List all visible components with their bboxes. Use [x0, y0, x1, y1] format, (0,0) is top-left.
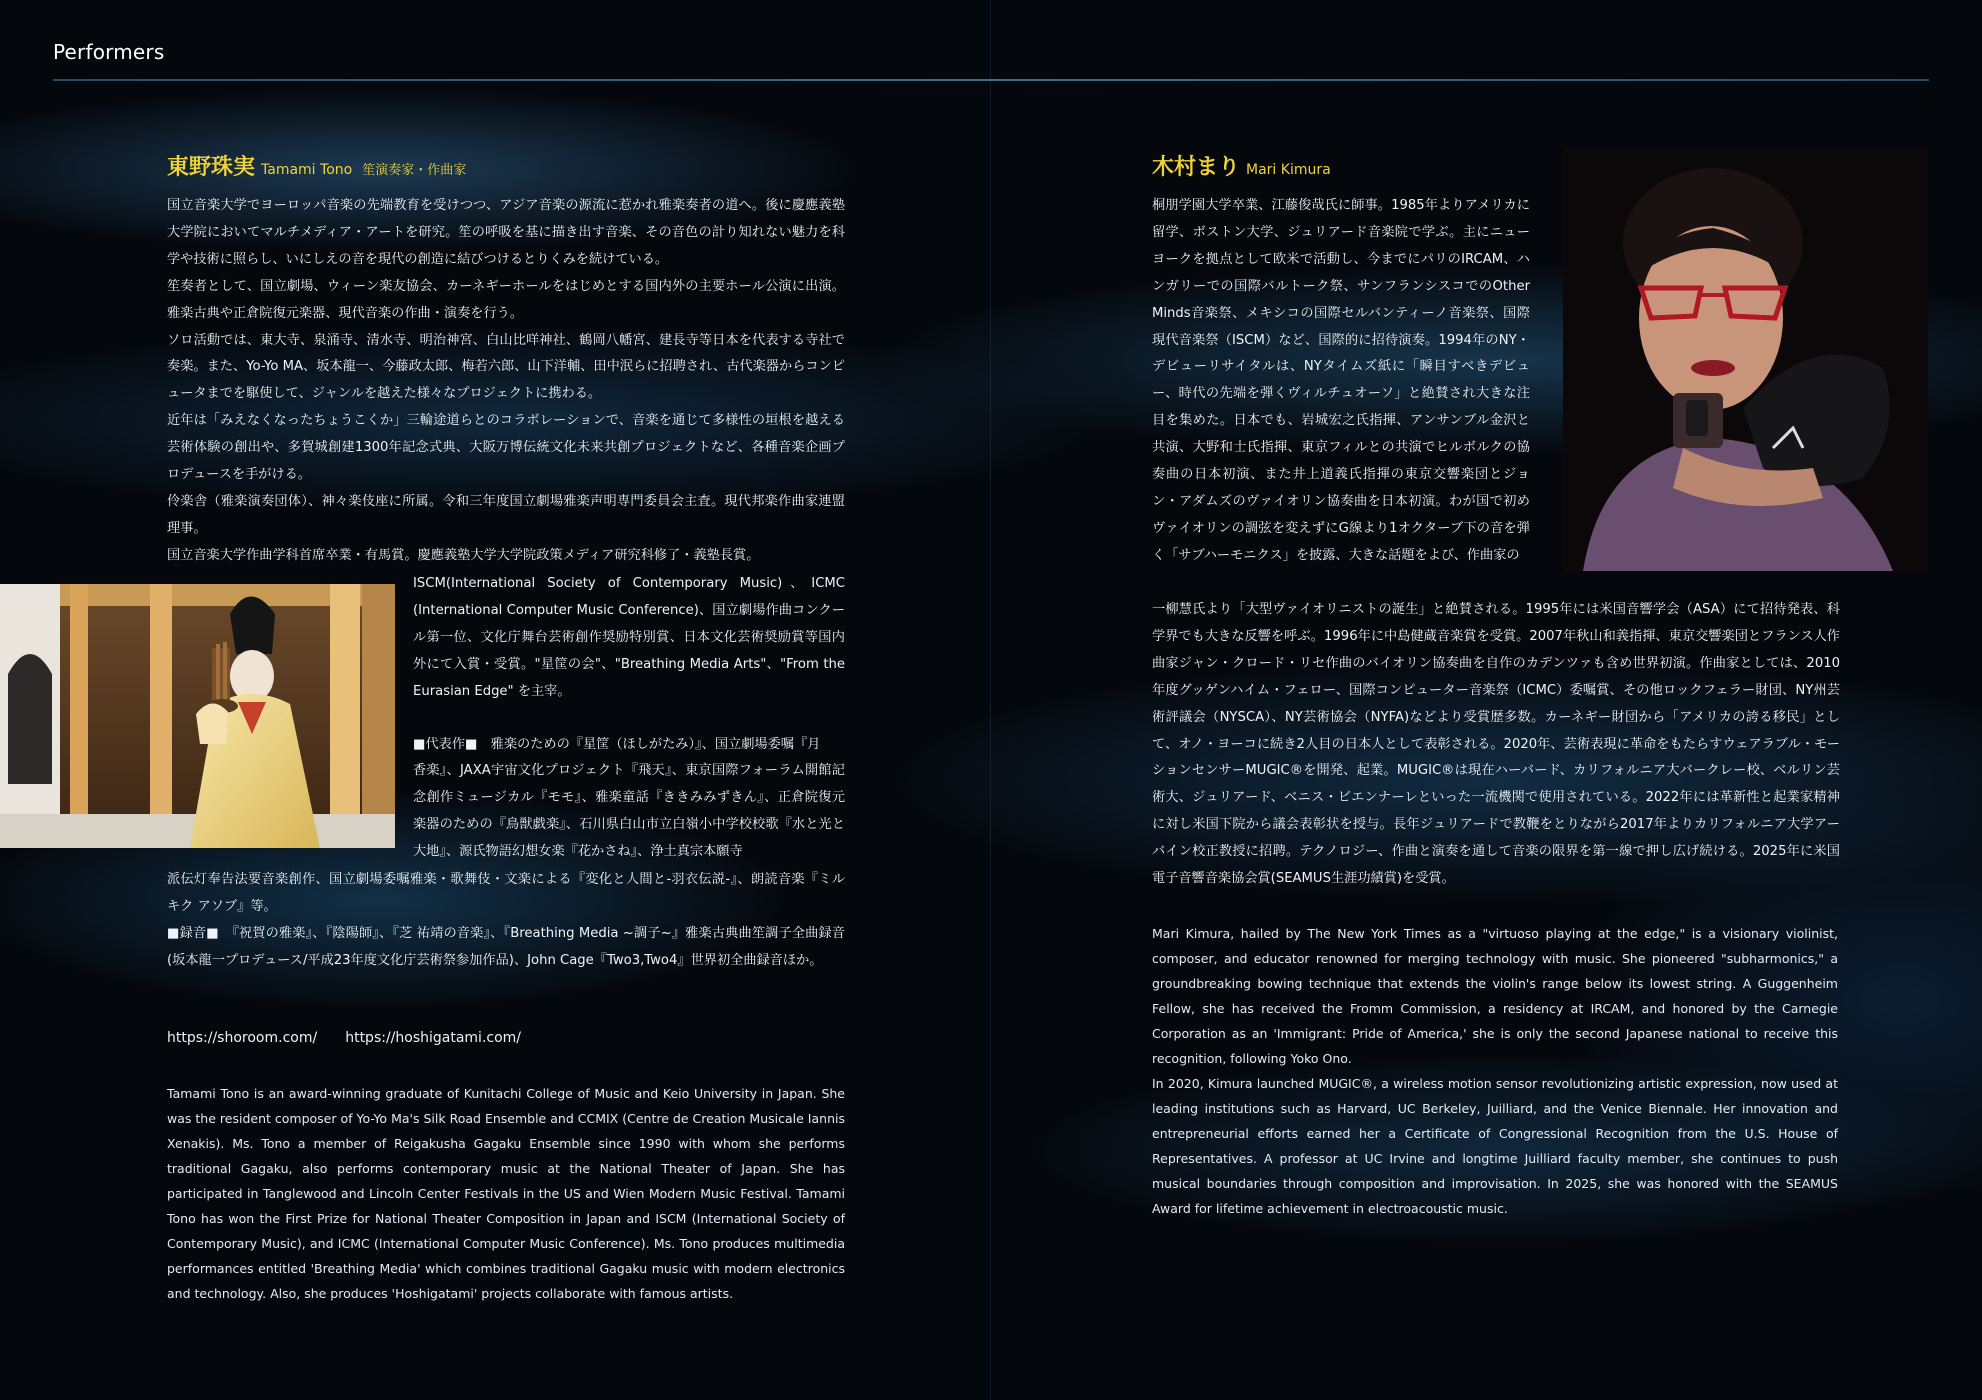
links-row	[167, 1030, 521, 1046]
performer-name-ja: 東野珠実	[167, 155, 256, 180]
bio-ja-kimura-full	[1152, 597, 1840, 893]
page-spine	[990, 0, 991, 1400]
performer-name-en: Mari Kimura	[1246, 162, 1331, 178]
bio-ja-paragraph: 桐朋学園大学卒業、江藤俊哉氏に師事。1985年よりアメリカに留学、ボストン大学、ジュリアード音楽院で学ぶ。主にニューヨークを拠点として欧米で活動し、今までにパリのIRCAM、ハンガリーでの国際バルトーク祭、サンフランシスコでのOther Minds音楽祭、メキシコの国際セルバンティーノ音楽祭、国際現代音楽祭（ISCM）など、国際的に招待演奏。1994年のNY・デビューリサイタルは、NYタイムズ紙に「瞬目すべきデビュー、時代の先端を弾くヴィルチュオーソ」と絶賛され大きな注目を集めた。日本でも、岩城宏之氏指揮、アンサンブル金沢と共演、大野和士氏指揮、東京フィルとの共演でヒルボルクの協奏曲の日本初演、また井上道義氏指揮の東京交響楽団とジョン・アダムズのヴァイオリン協奏曲を日本初演。わが国で初めヴァイオリンの調弦を変えずにG線より1オクターブ下の音を弾く「サブハーモニクス」を披露、大きな話題をよび、作曲家の	[1152, 198, 1530, 563]
performer-name-row-kimura	[1152, 150, 1331, 181]
performer-name-ja: 木村まり	[1152, 155, 1241, 180]
performer-name-row-tono	[167, 150, 466, 181]
bio-en-kimura	[1152, 921, 1838, 1221]
works-continued: 派伝灯奉告法要音楽創作、国立劇場委嘱雅楽・歌舞伎・文楽による『変化と人間と-羽衣伝説-』、朗読音楽『ミル キク アソブ』等。	[167, 872, 845, 914]
spacer	[413, 706, 845, 732]
photo-mari-kimura	[1563, 148, 1928, 571]
portrait-illustration	[1563, 148, 1928, 571]
bio-en-tono	[167, 1081, 845, 1306]
bio-ja-paragraph: 一柳慧氏より「大型ヴァイオリニストの誕生」と絶賛される。1995年には米国音響学会（ASA）にて招待発表、科学界でも大きな反響を呼ぶ。1996年に中島健蔵音楽賞を受賞。2007年秋山和義指揮、東京交響楽団とフランス人作曲家ジャン・クロード・リセ作曲のバイオリン協奏曲を自作のカデンツァも含め世界初演。作曲家としては、2010年度グッゲンハイム・フェロー、国際コンピューター音楽祭（ICMC）委嘱賞、その他ロックフェラー財団、NY州芸術評議会（NYSCA）、NY芸術協会（NYFA)などより受賞歴多数。カーネギー財団から「アメリカの誇る移民」として、オノ・ヨーコに続き2人目の日本人として表彰される。2020年、芸術表現に革命をもたらすウェアラブル・モーションセンサーMUGIC®を開発、起業。MUGIC®は現在ハーバード、カリフォルニア大バークレー校、ベルリン芸術大、ジュリアード、ベニス・ビエンナーレといった一流機関で使用されている。2022年には革新性と起業家精神に対し米国下院から議会表彰状を授与。長年ジュリアードで教鞭をとりながら2017年よりカリフォルニア大学アーバイン校正教授に招聘。テクノロジー、作曲と演奏を通して音楽の限界を第一線で押し広げ続ける。2025年に米国電子音響音楽協会賞(SEAMUS生涯功績賞)を受賞。	[1152, 602, 1840, 887]
works-text: 香楽』、JAXA宇宙文化プロジェクト『飛天』、東京国際フォーラム開館記念創作ミュージカル『モモ』、雅楽童話『ききみみずきん』、正倉院復元楽器のための『鳥獣戯楽』、石川県白山市立白嶺小中学校校歌『水と光と大地』、源氏物語幻想女楽『花かさね』、浄土真宗本願寺	[413, 763, 845, 860]
bio-en-paragraph: Mari Kimura, hailed by The New York Times as a "virtuoso playing at the edge," is a visionary violinist, composer, and educator renowned for merging technology with music. She pioneered "subharmonics," a groundbreaking bowing technique that extends the violin's range below its lowest string. A Guggenheim Fellow, she has received the Fromm Commission, a residency at IRCAM, and honored by the Carnegie Corporation as an 'Immigrant: Pride of America,' she is only the second Japanese national to receive this recognition, following Yoko Ono.	[1152, 926, 1838, 1066]
bio-ja-paragraph: 笙奏者として、国立劇場、ウィーン楽友協会、カーネギーホールをはじめとする国内外の主要ホール公演に出演。雅楽古典や正倉院復元楽器、現代音楽の作曲・演奏を行う。	[167, 278, 845, 321]
performer-role: 笙演奏家・作曲家	[362, 163, 467, 178]
link-hoshigatami[interactable]: https://hoshigatami.com/	[345, 1030, 522, 1046]
bio-ja-paragraph: 伶楽舎（雅楽演奏団体）、神々楽伎座に所属。令和三年度国立劇場雅楽声明専門委員会主査。現代邦楽作曲家連盟理事。	[167, 493, 845, 536]
bio-ja-paragraph: 近年は「みえなくなったちょうこくか」三輪途道らとのコラボレーションで、音楽を通じて多様性の垣根を越える芸術体験の創出や、多賀城創建1300年記念式典、大阪万博伝統文化未来共創プロジェクトなど、各種音楽企画プロデュースを手がける。	[167, 413, 845, 483]
bio-ja-main	[167, 193, 845, 570]
bio-ja-paragraph: 国立音楽大学でヨーロッパ音楽の先端教育を受けつつ、アジア音楽の源流に惹かれ雅楽奏者の道へ。後に慶應義塾大学院においてマルチメディア・アートを研究。笙の呼吸を基に描き出す音楽、その音色の計り知れない魅力を科学や技術に照らし、いにしえの音を現代の創造に結びつけるとりくみを続けている。	[167, 198, 845, 267]
bio-en-paragraph: Tamami Tono is an award-winning graduate of Kunitachi College of Music and Keio University in Japan. She was the resident composer of Yo-Yo Ma's Silk Road Ensemble and CCMIX (Centre de Creation Musicale Iannis Xenakis). Ms. Tono a member of Reigakusha Gagaku Ensemble since 1990 with whom she performs traditional Gagaku, also performs contemporary music at the National Theater of Japan. She has participated in Tanglewood and Lincoln Center Festivals in the US and Wien Modern Music Festival. Tamami Tono has won the First Prize for National Theater Composition in Japan and ISCM (International Society of Contemporary Music), and ICMC (International Computer Music Conference). Ms. Tono produces multimedia performances entitled 'Breathing Media' which combines traditional Gagaku music with modern electronics and technology. Also, she produces 'Hoshigatami' projects collaborate with famous artists.	[167, 1086, 845, 1301]
bio-en-paragraph: In 2020, Kimura launched MUGIC®, a wireless motion sensor revolutionizing artistic expression, now used at leading institutions such as Harvard, UC Berkeley, Juilliard, and the Venice Biennale. Her innovation and entrepreneurial efforts earned her a Certificate of Congressional Recognition from the U.S. House of Representatives. A professor at UC Irvine and longtime Juilliard faculty member, she continues to push musical boundaries through composition and improvisation. In 2025, she was honored with the SEAMUS Award for lifetime achievement in electroacoustic music.	[1152, 1076, 1838, 1216]
bio-ja-paragraph: 国立音楽大学作曲学科首席卒業・有馬賞。慶應義塾大学大学院政策メディア研究科修了・義塾長賞。	[167, 547, 760, 563]
works-intro: ■代表作■ 雅楽のための『星筐（ほしがたみ）』、国立劇場委嘱『月	[413, 736, 821, 752]
header-divider	[53, 79, 1929, 81]
page-section-title: Performers	[53, 40, 165, 64]
sho-player-illustration	[0, 584, 395, 848]
bio-ja-kimura-side	[1152, 193, 1530, 570]
bio-ja-awards	[413, 571, 845, 866]
photo-tamami-tono	[0, 584, 395, 848]
bio-ja-works-continued	[167, 867, 845, 975]
link-shoroom[interactable]: https://shoroom.com/	[167, 1030, 318, 1046]
awards-text: ISCM(International Society of Contemporary Music)、ICMC (International Computer Music Conference)、国立劇場作曲コンクール第一位、文化庁舞台芸術創作奨励特別賞、日本文化芸術奨励賞等国内外にて入賞・受賞。"星筐の会"、"Breathing Media Arts"、"From the Eurasian Edge" を主宰。	[413, 576, 845, 699]
recordings-text: ■録音■ 『祝賀の雅楽』、『陰陽師』、『芝 祐靖の音楽』、『Breathing Media ~調子~』雅楽古典曲笙調子全曲録音(坂本龍一プロデュース/平成23年度文化庁芸術祭参加作品)、John Cage『Two3,Two4』世界初全曲録音ほか。	[167, 925, 845, 968]
performer-name-en: Tamami Tono	[261, 162, 353, 178]
bio-ja-paragraph: ソロ活動では、東大寺、泉涌寺、清水寺、明治神宮、白山比咩神社、鶴岡八幡宮、建長寺等日本を代表する寺社で奏楽。また、Yo-Yo MA、坂本龍一、今藤政太郎、梅若六郎、山下洋輔、田中泯らに招聘され、古代楽器からコンピュータまでを駆使して、ジャンルを越えた様々なプロジェクトに携わる。	[167, 332, 845, 402]
